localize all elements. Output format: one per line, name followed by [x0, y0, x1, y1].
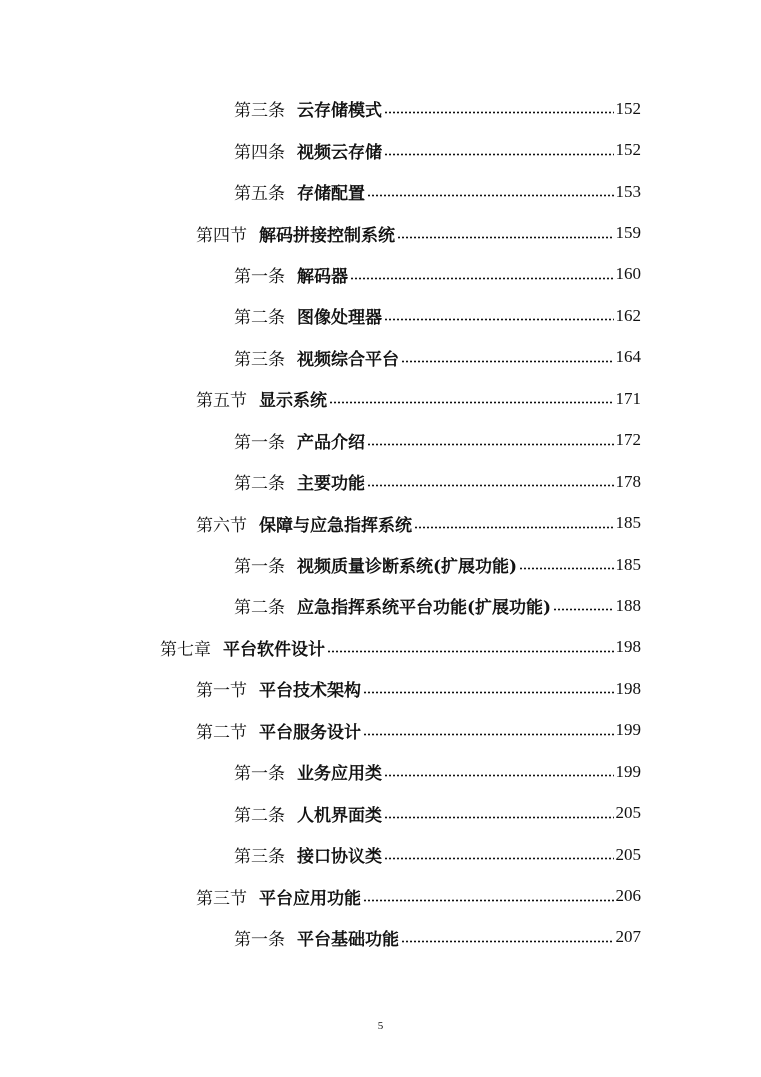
toc-entry-number: 第三条: [234, 349, 285, 370]
toc-entry-title: 平台技术架构: [259, 681, 361, 702]
toc-entry-title: 解码器: [297, 266, 348, 287]
page-number: 5: [377, 1020, 384, 1032]
toc-dot-leader: [327, 650, 614, 653]
toc-entry-title: 平台基础功能: [297, 929, 399, 950]
toc-entry[interactable]: [0, 544, 761, 585]
toc-dot-leader: [384, 857, 614, 860]
toc-entry-page: 199: [615, 761, 641, 781]
toc-entry[interactable]: [0, 378, 761, 419]
toc-dot-leader: [519, 567, 613, 570]
toc-entry-line: [234, 552, 641, 577]
toc-entry-page: 185: [615, 513, 641, 533]
toc-entry-page: 159: [615, 223, 641, 243]
toc-entry[interactable]: [0, 461, 761, 502]
toc-dot-leader: [553, 608, 613, 611]
toc-entry-line: [234, 303, 641, 328]
toc-entry-line: [234, 262, 641, 287]
toc-entry-number: 第五节: [196, 391, 247, 412]
toc-dot-leader: [367, 484, 614, 487]
toc-entry-number: 第四节: [196, 225, 247, 246]
table-of-contents: [0, 88, 761, 958]
toc-dot-leader: [367, 194, 614, 197]
toc-entry-number: 第三条: [234, 847, 285, 868]
toc-entry-page: 152: [615, 140, 641, 160]
toc-entry-number: 第一条: [234, 432, 285, 453]
toc-entry-page: 185: [615, 554, 641, 574]
toc-entry[interactable]: [0, 88, 761, 129]
toc-entry-title: 解码拼接控制系统: [259, 225, 395, 246]
toc-entry-line: [160, 635, 641, 660]
toc-entry[interactable]: [0, 792, 761, 833]
toc-entry-title: 存储配置: [297, 184, 365, 205]
toc-dot-leader: [384, 111, 614, 114]
toc-entry-line: [196, 676, 641, 701]
toc-entry-number: 第二条: [234, 598, 285, 619]
toc-entry-number: 第一条: [234, 764, 285, 785]
toc-entry[interactable]: [0, 420, 761, 461]
toc-entry-line: [234, 925, 641, 950]
toc-entry[interactable]: [0, 337, 761, 378]
toc-entry-number: 第五条: [234, 184, 285, 205]
toc-dot-leader: [363, 691, 614, 694]
toc-entry[interactable]: [0, 129, 761, 170]
toc-dot-leader: [363, 899, 614, 902]
toc-entry-page: 164: [615, 347, 641, 367]
toc-dot-leader: [384, 816, 614, 819]
toc-entry[interactable]: [0, 254, 761, 295]
toc-entry-title: 接口协议类: [297, 847, 382, 868]
toc-entry-page: 188: [615, 595, 641, 615]
toc-entry[interactable]: [0, 627, 761, 668]
toc-entry-line: [234, 801, 641, 826]
toc-entry-number: 第二条: [234, 308, 285, 329]
toc-entry-title: 显示系统: [259, 391, 327, 412]
toc-entry-title: 人机界面类: [297, 805, 382, 826]
toc-entry-line: [234, 469, 641, 494]
toc-entry-page: 206: [615, 886, 641, 906]
toc-entry-page: 153: [615, 181, 641, 201]
toc-entry-line: [234, 593, 641, 618]
toc-dot-leader: [363, 733, 614, 736]
toc-entry-title: 保障与应急指挥系统: [259, 515, 412, 536]
toc-entry-number: 第四条: [234, 142, 285, 163]
toc-entry-line: [234, 138, 641, 163]
toc-entry[interactable]: [0, 212, 761, 253]
toc-dot-leader: [384, 318, 614, 321]
toc-dot-leader: [384, 153, 614, 156]
toc-entry[interactable]: [0, 710, 761, 751]
toc-entry-line: [234, 759, 641, 784]
toc-entry-page: 205: [615, 844, 641, 864]
toc-entry-line: [196, 386, 641, 411]
toc-entry-page: 160: [615, 264, 641, 284]
toc-entry-title: 产品介绍: [297, 432, 365, 453]
toc-entry-page: 152: [615, 98, 641, 118]
toc-entry-line: [196, 884, 641, 909]
toc-entry-number: 第一条: [234, 557, 285, 578]
toc-entry-title: 平台服务设计: [259, 722, 361, 743]
toc-entry-line: [234, 428, 641, 453]
toc-entry-title: 应急指挥系统平台功能(扩展功能): [297, 598, 552, 619]
toc-dot-leader: [397, 236, 614, 239]
toc-entry-line: [196, 221, 641, 246]
toc-entry[interactable]: [0, 585, 761, 626]
toc-dot-leader: [384, 774, 614, 777]
toc-dot-leader: [350, 277, 614, 280]
toc-entry-number: 第七章: [160, 639, 211, 660]
toc-entry-title: 平台应用功能: [259, 888, 361, 909]
toc-entry-line: [196, 511, 641, 536]
toc-entry-title: 图像处理器: [297, 308, 382, 329]
toc-entry[interactable]: [0, 917, 761, 958]
toc-entry-page: 198: [615, 678, 641, 698]
toc-entry-line: [234, 179, 641, 204]
toc-entry-page: 207: [615, 927, 641, 947]
toc-entry-title: 视频质量诊断系统(扩展功能): [297, 557, 518, 578]
toc-entry-title: 平台软件设计: [223, 639, 325, 660]
toc-entry-line: [234, 96, 641, 121]
toc-entry-title: 云存储模式: [297, 101, 382, 122]
toc-entry[interactable]: [0, 171, 761, 212]
toc-entry[interactable]: [0, 875, 761, 916]
toc-entry-line: [234, 345, 641, 370]
toc-dot-leader: [401, 940, 614, 943]
toc-entry[interactable]: [0, 668, 761, 709]
toc-entry-number: 第二条: [234, 805, 285, 826]
toc-entry-page: 198: [615, 637, 641, 657]
toc-entry-number: 第三节: [196, 888, 247, 909]
toc-dot-leader: [329, 401, 614, 404]
toc-entry-page: 205: [615, 803, 641, 823]
toc-entry-page: 178: [615, 471, 641, 491]
toc-dot-leader: [414, 526, 614, 529]
toc-entry-page: 172: [615, 430, 641, 450]
toc-entry-title: 主要功能: [297, 474, 365, 495]
toc-entry-title: 视频云存储: [297, 142, 382, 163]
toc-entry[interactable]: [0, 295, 761, 336]
toc-entry-page: 199: [615, 720, 641, 740]
toc-dot-leader: [367, 443, 614, 446]
toc-entry-number: 第二节: [196, 722, 247, 743]
toc-entry-title: 业务应用类: [297, 764, 382, 785]
toc-entry-number: 第一条: [234, 929, 285, 950]
toc-entry-page: 162: [615, 305, 641, 325]
toc-entry[interactable]: [0, 751, 761, 792]
toc-entry-number: 第一节: [196, 681, 247, 702]
toc-entry[interactable]: [0, 502, 761, 543]
toc-entry-number: 第二条: [234, 474, 285, 495]
toc-dot-leader: [401, 360, 614, 363]
toc-entry-number: 第一条: [234, 266, 285, 287]
toc-entry-number: 第三条: [234, 101, 285, 122]
toc-entry-title: 视频综合平台: [297, 349, 399, 370]
toc-entry-page: 171: [615, 388, 641, 408]
toc-entry-line: [234, 842, 641, 867]
toc-entry[interactable]: [0, 834, 761, 875]
toc-entry-number: 第六节: [196, 515, 247, 536]
toc-entry-line: [196, 718, 641, 743]
